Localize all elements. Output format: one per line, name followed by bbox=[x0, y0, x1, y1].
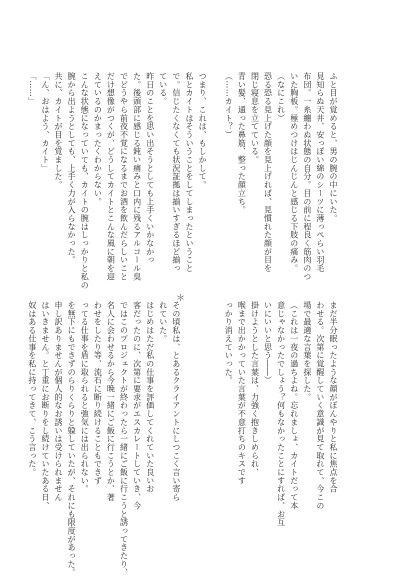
lower-text-line: はいきません。と丁重にお断りをし続けていたある日、 bbox=[40, 301, 50, 510]
upper-text-line: ている。 bbox=[158, 72, 168, 106]
upper-text-line: ふと目が覚めると、男の腕の中にいた。 bbox=[329, 72, 338, 223]
lower-text-line: 奴はある仕事を私に持ってきて、こう言った。 bbox=[27, 301, 37, 477]
upper-text-line: 昨日のことを思い出そうとしても上手くいかなかっ bbox=[145, 72, 155, 265]
lower-text-line: 名人に会わせるから今晩一緒にご飯に行こうとか、著 bbox=[106, 301, 116, 502]
lower-text-line: （これは一夜の過ちよね。忘れましょ、カイトだって本 bbox=[289, 301, 299, 510]
lower-text-line: わせをしたり等、流石に断り続けることもできず bbox=[93, 301, 103, 485]
upper-text-line: いた胸板。極めつけはじんじんと感じる下肢の痛み。 bbox=[289, 72, 299, 273]
lower-text-line: を無下にもできずのらりくらりと躱していたが、それにも限度があった。 bbox=[67, 301, 77, 577]
lower-text-line: わせる。次第に覚醒していく意識が見て取れて、今この bbox=[315, 301, 325, 510]
lower-text-line bbox=[209, 301, 222, 501]
upper-text-column-block bbox=[27, 72, 340, 290]
upper-text-line: 私とカイトはそういうことをしてしまったということ bbox=[184, 72, 194, 273]
lower-text-line: はじめはただ私の仕事を評価してくれていた良いお bbox=[145, 301, 155, 494]
lower-text-line: いにいいと思う――） bbox=[263, 301, 273, 385]
upper-text-line: 腕から出ようとしても、上手く力が入らなかった。 bbox=[67, 72, 77, 265]
upper-text-line: 「ん、おはよう、カイト」 bbox=[40, 72, 50, 173]
upper-text-line: だけ想像がつくが、どうしてカイトとこんな風に朝を迎 bbox=[106, 72, 116, 281]
lower-text-line: っかり消えていった。 bbox=[224, 301, 234, 385]
upper-text-line: 青い髪、通った鼻筋、整った顔立ち。 bbox=[237, 72, 247, 214]
upper-text-line: 見知らぬ天井、安っぽい綿のシーツに薄っぺらい羽毛 bbox=[315, 72, 325, 273]
upper-text-line: でどうやら前夜不覚になるまでお酒を飲んだらしいこと bbox=[119, 72, 129, 281]
upper-text-line: 閉じ寝息を立てている。 bbox=[250, 72, 260, 164]
lower-text-line: 掛けようとした言葉は、力強く抱きしめられ、 bbox=[250, 301, 260, 477]
upper-text-line: で。信じたくなくても状況証拠は揃いすぎるほど揃っ bbox=[171, 72, 181, 273]
lower-text-line: 申し訳ありませんが個人的なお誘いは受けられません bbox=[54, 301, 64, 502]
upper-text-line: （……カイト？） bbox=[224, 72, 234, 139]
lower-text-line: 喉まで出かかっていた言葉が不意打ちのキスです bbox=[237, 301, 247, 485]
upper-text-line: 恐る恐る見上げた顔を見上げれば、見慣れた顔が目を bbox=[263, 72, 273, 273]
section-divider-asterisk: ＊ bbox=[174, 293, 184, 302]
upper-text-line: こんな状態になっていても、カイトの腕はしっかりと私の bbox=[80, 72, 90, 290]
upper-text-line: えているのかまったくわからない。 bbox=[93, 72, 103, 206]
lower-text-line: ってる仕事を盾に取られると強気には出られない。 bbox=[80, 301, 90, 494]
lower-text-column-block bbox=[27, 301, 340, 577]
lower-text-line: 意じゃなかったでしょう？何もなかったことにすれば、お互 bbox=[276, 301, 286, 527]
lower-text-line: まだ半分眠ったような顔がぼんやりと私に焦点を合 bbox=[329, 301, 338, 494]
lower-text-line bbox=[196, 301, 209, 501]
upper-text-line: た。後頭部に感じる鈍い痛みと口内に残るアルコール臭 bbox=[132, 72, 142, 281]
lower-text-line: 客だったのに、次第に要求がエスカレートしていき、今 bbox=[132, 301, 142, 510]
upper-text-line: つまり、これは、もしかして。 bbox=[198, 72, 208, 189]
lower-text-line: 場で最適な言葉を探した。 bbox=[302, 301, 312, 402]
upper-text-line: （なにこれ） bbox=[276, 72, 286, 123]
lower-text-line bbox=[183, 301, 196, 501]
upper-text-line: 共に、カイトが目を覚ました。 bbox=[54, 72, 64, 189]
lower-text-line: れていた。 bbox=[158, 301, 168, 343]
upper-text-line: 「……」 bbox=[27, 72, 37, 106]
lower-text-line: その頃私は、とあるクライアントにしつこく言い寄ら bbox=[171, 301, 181, 502]
upper-text-line bbox=[209, 72, 222, 267]
upper-text-line: 布団。一糸纏わぬ状態の自分。目の前に程良く筋肉のつ bbox=[302, 72, 312, 281]
lower-text-line: ではこのプロジェクトが終わったら一緒にご飯に行こうと誘ってきたり、 bbox=[119, 301, 129, 577]
